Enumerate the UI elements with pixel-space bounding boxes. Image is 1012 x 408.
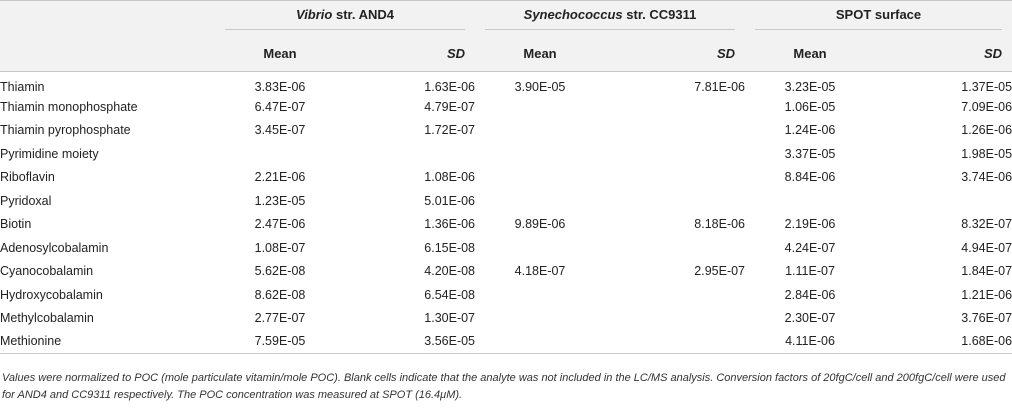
spot-mean: 2.19E-06 <box>784 217 836 232</box>
spot-mean: 2.30E-07 <box>784 311 836 326</box>
spot-sd: 1.98E-05 <box>961 146 1012 161</box>
analyte-name: Thiamin pyrophosphate <box>0 123 131 138</box>
spot-mean: 3.37E-05 <box>784 146 836 161</box>
vibrio-genus: Vibrio <box>296 6 333 22</box>
spot-mean <box>745 189 875 213</box>
spot-sd: 1.37E-05 <box>961 79 1012 94</box>
analyte-name: Thiamin monophosphate <box>0 99 138 114</box>
table-row <box>0 166 1012 190</box>
vibrio-strain: str. AND4 <box>332 6 395 22</box>
vibrio-sd: 6.15E-08 <box>424 240 476 255</box>
synechococcus-mean <box>475 142 605 166</box>
vibrio-mean: 6.47E-07 <box>254 99 306 114</box>
synechococcus-mean <box>475 119 605 143</box>
table-row <box>0 307 1012 331</box>
synechococcus-mean <box>475 307 605 331</box>
table-row <box>0 330 1012 354</box>
synechococcus-sd <box>605 307 745 331</box>
table-row <box>0 72 1012 96</box>
analyte-name: Methylcobalamin <box>0 311 94 326</box>
group-header-synechococcus <box>475 1 745 36</box>
synechococcus-sd <box>605 119 745 143</box>
vibrio-sd: 1.72E-07 <box>424 123 476 138</box>
vibrio-mean: 3.83E-06 <box>254 79 306 94</box>
synechococcus-sd-header: SD <box>605 36 745 72</box>
analyte-name: Methionine <box>0 330 215 354</box>
spot-sd: 1.68E-06 <box>875 330 1012 354</box>
analyte-name: Cyanocobalamin <box>0 264 94 279</box>
table-row <box>0 236 1012 260</box>
synechococcus-mean <box>475 236 605 260</box>
table-row <box>0 119 1012 143</box>
spot-mean: 1.06E-05 <box>784 99 836 114</box>
vibrio-mean: 1.08E-07 <box>254 240 306 255</box>
table-row <box>0 213 1012 237</box>
synechococcus-sd <box>605 330 745 354</box>
vibrio-sd: 1.36E-06 <box>424 217 476 232</box>
analyte-name: Biotin <box>0 217 32 232</box>
analyte-name: Riboflavin <box>0 170 55 185</box>
spot-sd: 3.74E-06 <box>961 170 1012 185</box>
vibrio-mean: 5.62E-08 <box>254 264 306 279</box>
analyte-header <box>0 36 215 72</box>
spot-sd: 7.09E-06 <box>961 99 1012 114</box>
vibrio-sd-header: SD <box>345 36 475 72</box>
table-row <box>0 260 1012 284</box>
vibrio-sd: 4.20E-08 <box>424 264 476 279</box>
vibrio-sd: 4.79E-07 <box>424 99 476 114</box>
spot-label: SPOT surface <box>755 7 1002 30</box>
spot-mean: 1.24E-06 <box>784 123 836 138</box>
footnote-mu: μ <box>440 389 447 401</box>
spot-sd: 1.84E-07 <box>961 264 1012 279</box>
vibrio-mean: 1.23E-05 <box>254 193 306 208</box>
synechococcus-sd <box>605 142 745 166</box>
vibrio-sd: 1.63E-06 <box>424 79 476 94</box>
synechococcus-mean <box>475 166 605 190</box>
synechococcus-sd <box>605 236 745 260</box>
vibrio-mean: 2.47E-06 <box>254 217 306 232</box>
synechococcus-sd: 8.18E-06 <box>694 217 746 232</box>
spot-mean: 4.24E-07 <box>784 240 836 255</box>
analyte-name: Pyrimidine moiety <box>0 146 99 161</box>
vibrio-mean <box>215 142 345 166</box>
synechococcus-sd <box>605 166 745 190</box>
table-footnote <box>2 370 1007 404</box>
spot-mean: 2.84E-06 <box>784 287 836 302</box>
synechococcus-mean: 9.89E-06 <box>514 217 566 232</box>
corner-cell <box>0 1 215 36</box>
vibrio-mean: 2.77E-07 <box>254 311 306 326</box>
table-row <box>0 142 1012 166</box>
vibrio-mean: 7.59E-05 <box>215 330 345 354</box>
group-header-vibrio <box>215 1 475 36</box>
analyte-name: Hydroxycobalamin <box>0 287 103 302</box>
synechococcus-mean-header: Mean <box>475 36 605 72</box>
spot-sd-header: SD <box>875 36 1012 72</box>
synechococcus-sd <box>605 95 745 119</box>
spot-mean: 8.84E-06 <box>784 170 836 185</box>
sub-header-row <box>0 36 1012 72</box>
spot-sd: 8.32E-07 <box>961 217 1012 232</box>
vibrio-sd: 3.56E-05 <box>345 330 475 354</box>
spot-sd <box>875 189 1012 213</box>
synechococcus-mean <box>475 189 605 213</box>
synechococcus-mean: 3.90E-05 <box>514 79 566 94</box>
spot-sd: 1.21E-06 <box>961 287 1012 302</box>
synechococcus-strain: str. CC9311 <box>622 6 697 22</box>
vibrio-sd: 1.08E-06 <box>424 170 476 185</box>
vibrio-sd: 1.30E-07 <box>424 311 476 326</box>
vibrio-mean: 2.21E-06 <box>254 170 306 185</box>
synechococcus-mean: 4.18E-07 <box>514 264 566 279</box>
spot-sd: 3.76E-07 <box>961 311 1012 326</box>
spot-mean: 3.23E-05 <box>784 79 836 94</box>
synechococcus-sd: 2.95E-07 <box>694 264 746 279</box>
analyte-name: Pyridoxal <box>0 193 52 208</box>
synechococcus-sd: 7.81E-06 <box>694 79 746 94</box>
synechococcus-mean <box>475 95 605 119</box>
table-body <box>0 72 1012 354</box>
analyte-name: Thiamin <box>0 79 45 94</box>
synechococcus-mean <box>475 330 605 354</box>
synechococcus-mean <box>475 283 605 307</box>
spot-mean: 4.11E-06 <box>745 330 875 354</box>
vibrio-mean-header: Mean <box>215 36 345 72</box>
spot-sd: 1.26E-06 <box>961 123 1012 138</box>
group-header-spot <box>745 1 1012 36</box>
spot-sd: 4.94E-07 <box>961 240 1012 255</box>
footnote-text: Values were normalized to POC (mole particulate vitamin/mole POC). Blank cells indicate that the analyte was not included in the LC/MS analysis. Conversion factors of 20fgC/cell and 200fgC/cell were used for AND4 and CC9311 respectively. The POC concentration was measured at SPOT (16.4 <box>2 372 1006 401</box>
vibrio-mean: 3.45E-07 <box>254 123 306 138</box>
spot-mean-header: Mean <box>745 36 875 72</box>
table-row <box>0 189 1012 213</box>
table-row <box>0 95 1012 119</box>
vibrio-sd <box>345 142 475 166</box>
vibrio-sd: 6.54E-08 <box>424 287 476 302</box>
footnote-unit: M). <box>446 389 463 401</box>
synechococcus-sd <box>605 283 745 307</box>
vibrio-sd: 5.01E-06 <box>424 193 476 208</box>
group-header-row <box>0 1 1012 36</box>
analyte-name: Adenosylcobalamin <box>0 240 109 255</box>
vibrio-mean: 8.62E-08 <box>254 287 306 302</box>
synechococcus-genus: Synechococcus <box>523 6 623 22</box>
table-row <box>0 283 1012 307</box>
spot-mean: 1.11E-07 <box>785 264 835 279</box>
synechococcus-sd <box>605 189 745 213</box>
